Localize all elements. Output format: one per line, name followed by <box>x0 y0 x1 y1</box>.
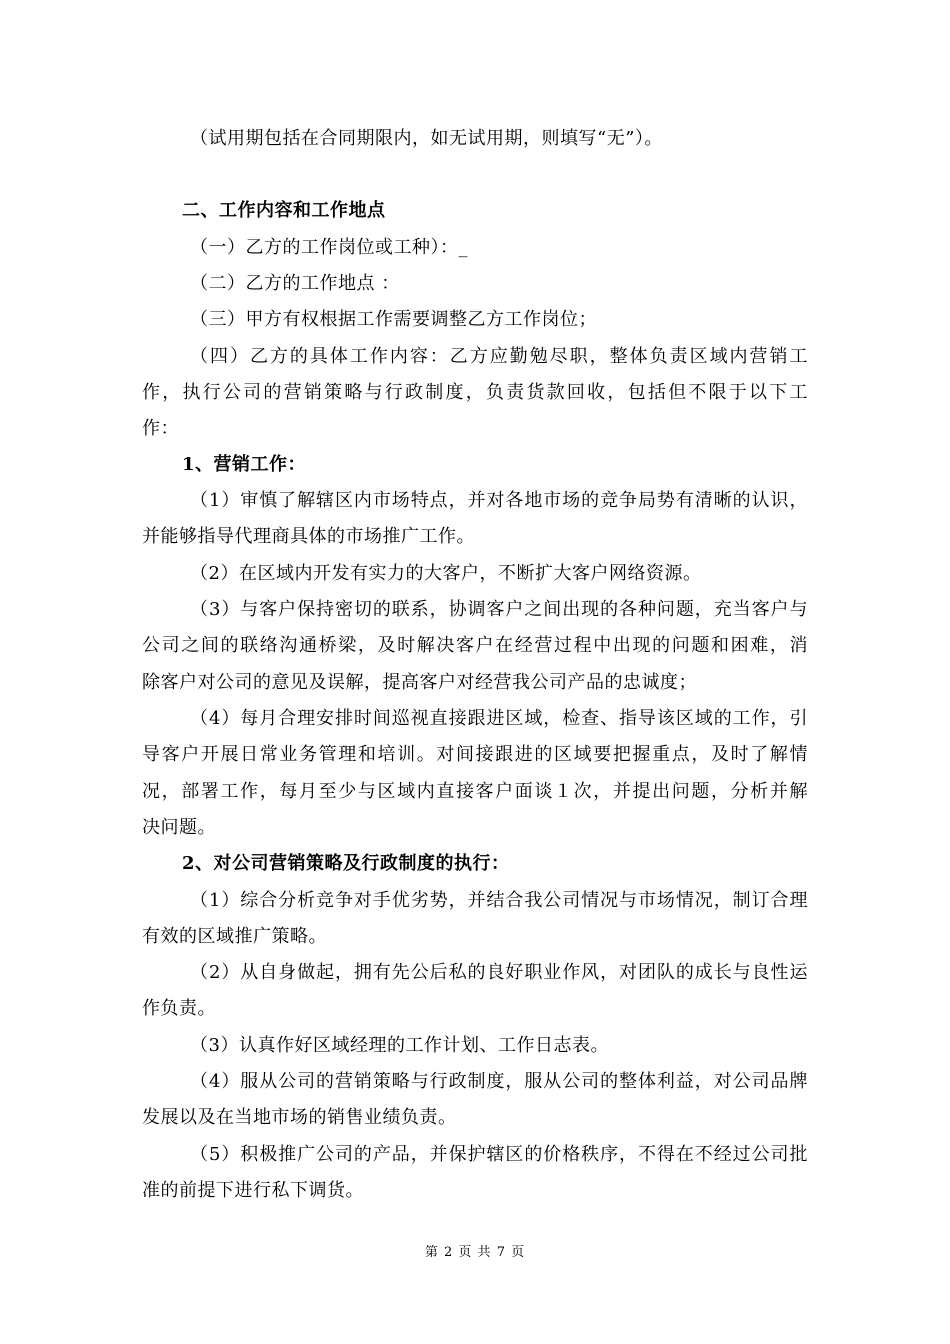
section-title: 二、工作内容和工作地点 <box>182 200 386 221</box>
item-2-work-location: （二）乙方的工作地点 ： <box>190 273 400 294</box>
marketing-paragraph-line: （1）审慎了解辖区内市场特点，并对各地市场的竞争局势有清晰的认识， <box>190 490 808 511</box>
marketing-title: 1、营销工作： <box>182 454 307 475</box>
marketing-paragraph-line: 除客户对公司的意见及误解，提高客户对经营我公司产品的忠诚度； <box>142 672 697 693</box>
marketing-paragraph-line: （2）在区域内开发有实力的大客户，不断扩大客户网络资源。 <box>190 563 702 584</box>
execution-paragraph-line: （3）认真作好区域经理的工作计划、工作日志表。 <box>190 1035 609 1056</box>
execution-paragraph-line: 作负责。 <box>142 998 216 1019</box>
marketing-paragraph-line: （4）每月合理安排时间巡视直接跟进区域，检查、指导该区域的工作，引 <box>190 708 808 729</box>
item-4-line: 作，执行公司的营销策略与行政制度，负责货款回收，包括但不限于以下工 <box>142 382 808 403</box>
execution-paragraph-line: （5）积极推广公司的产品，并保护辖区的价格秩序，不得在不经过公司批 <box>190 1144 808 1165</box>
item-1-job-position: （一）乙方的工作岗位或工种）：_ <box>190 237 468 258</box>
execution-paragraph-line: （2）从自身做起，拥有先公后私的良好职业作风，对团队的成长与良性运 <box>190 962 808 983</box>
trial-period-note: （试用期包括在合同期限内，如无试用期，则填写“无”）。 <box>190 128 663 149</box>
item-3-adjust-position: （三）甲方有权根据工作需要调整乙方工作岗位； <box>190 309 597 330</box>
marketing-paragraph-line: 决问题。 <box>142 817 216 838</box>
execution-paragraph-line: 准的前提下进行私下调货。 <box>142 1180 364 1201</box>
execution-paragraph-line: 有效的区域推广策略。 <box>142 926 327 947</box>
execution-paragraph-line: （4）服从公司的营销策略与行政制度，服从公司的整体利益，对公司品牌 <box>190 1071 808 1092</box>
marketing-paragraph-line: 导客户开展日常业务管理和培训。对间接跟进的区域要把握重点，及时了解情 <box>142 744 808 765</box>
marketing-paragraph-line: 公司之间的联络沟通桥梁，及时解决客户在经营过程中出现的问题和困难，消 <box>142 635 808 656</box>
execution-paragraph-line: 发展以及在当地市场的销售业绩负责。 <box>142 1107 457 1128</box>
execution-title: 2、对公司营销策略及行政制度的执行： <box>182 853 510 874</box>
item-4-line: 作： <box>142 418 179 439</box>
marketing-paragraph-line: 况，部署工作，每月至少与区域内直接客户面谈１次，并提出问题，分析并解 <box>142 781 808 802</box>
execution-paragraph-line: （1）综合分析竞争对手优劣势，并结合我公司情况与市场情况，制订合理 <box>190 890 808 911</box>
page-indicator: 第 2 页 共 7 页 <box>424 1245 526 1260</box>
marketing-paragraph-line: （3）与客户保持密切的联系，协调客户之间出现的各种问题，充当客户与 <box>190 599 808 620</box>
marketing-paragraph-line: 并能够指导代理商具体的市场推广工作。 <box>142 526 475 547</box>
item-4-line: （四）乙方的具体工作内容：乙方应勤勉尽职，整体负责区域内营销工 <box>190 346 808 367</box>
